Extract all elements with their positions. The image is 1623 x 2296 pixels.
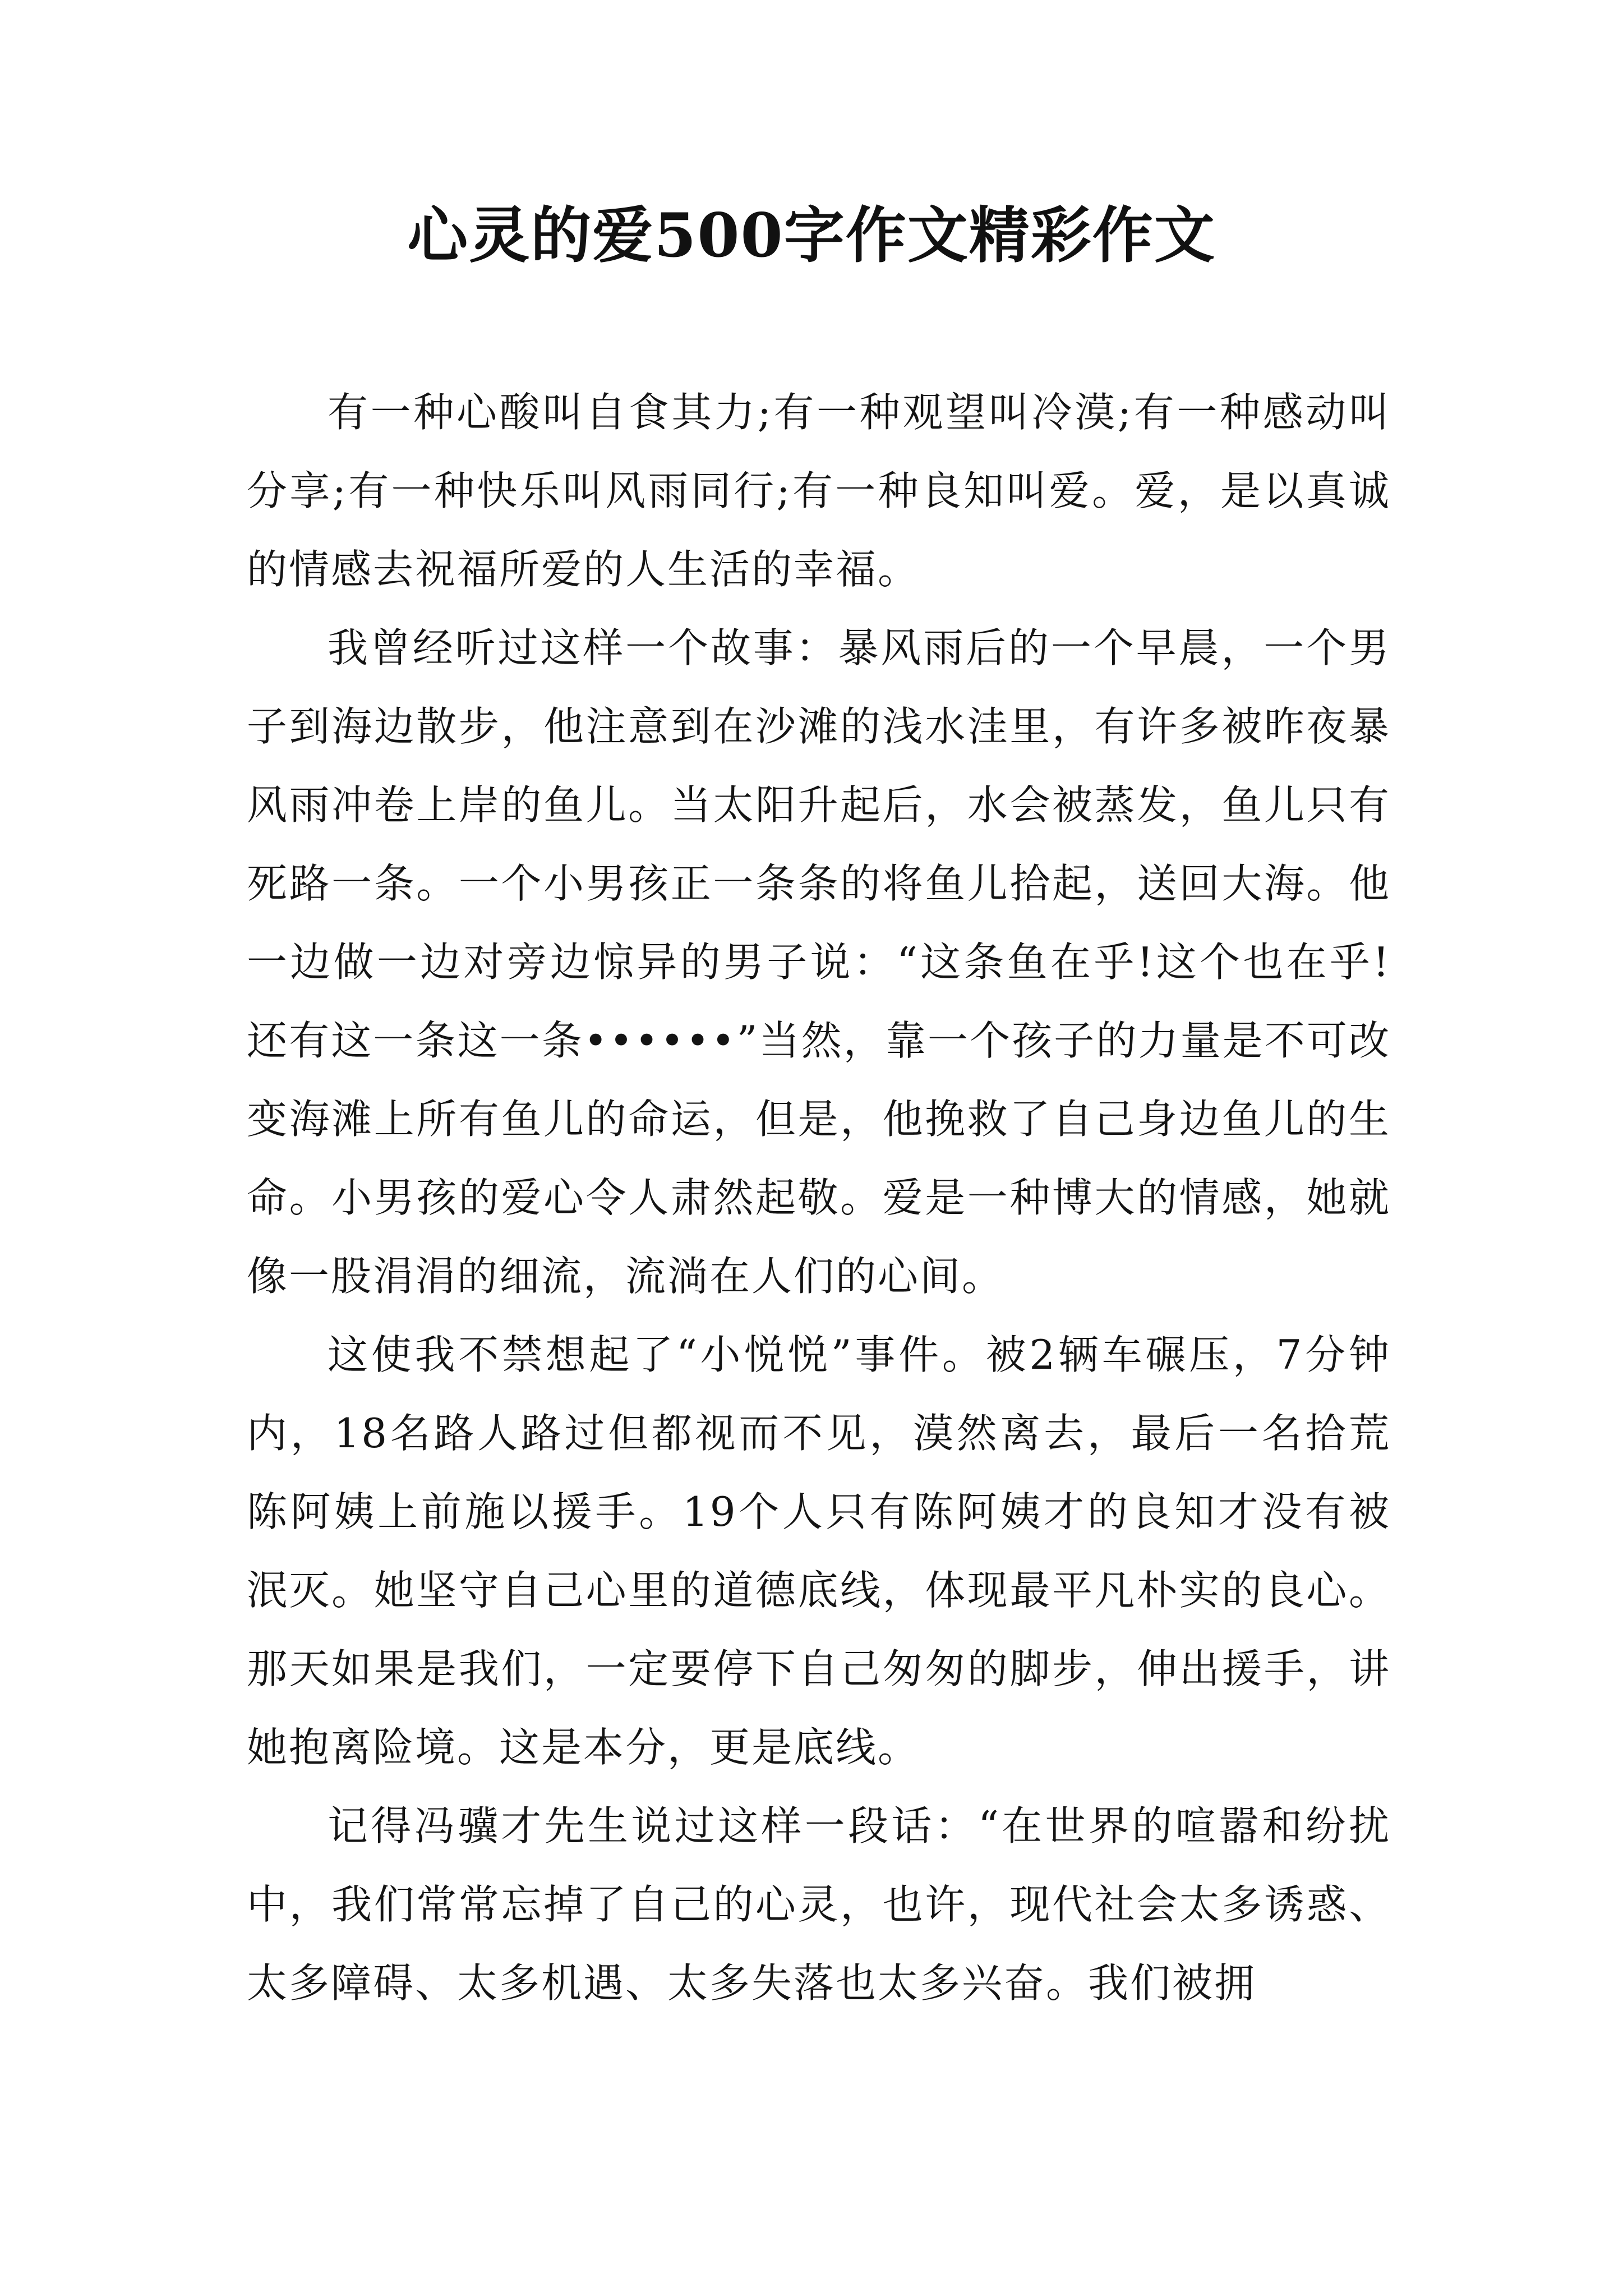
paragraph-2: 我曾经听过这样一个故事：暴风雨后的一个早晨，一个男子到海边散步，他注意到在沙滩的浅水洼里，有许多被昨夜暴风雨冲卷上岸的鱼儿。当太阳升起后，水会被蒸发，鱼儿只有死路一条。一个小男孩正一条条的将鱼儿拾起，送回大海。他一边做一边对旁边惊异的男子说：“这条鱼在乎!这个也在乎!还有这一条这一条••••••”当然，靠一个孩子的力量是不可改变海滩上所有鱼儿的命运，但是，他挽救了自己身边鱼儿的生命。小男孩的爱心令人肃然起敬。爱是一种博大的情感，她就像一股涓涓的细流，流淌在人们的心间。 bbox=[247, 624, 1391, 1300]
paragraph-3: 这使我不禁想起了“小悦悦”事件。被2辆车碾压，7分钟内，18名路人路过但都视而不见，漠然离去，最后一名拾荒陈阿姨上前施以援手。19个人只有陈阿姨才的良知才没有被泯灭。她坚守自己心里的道德底线，体现最平凡朴实的良心。那天如果是我们，一定要停下自己匆匆的脚步，伸出援手，讲她抱离险境。这是本分，更是底线。 bbox=[247, 1331, 1391, 1771]
paragraph-1: 有一种心酸叫自食其力;有一种观望叫冷漠;有一种感动叫分享;有一种快乐叫风雨同行;有一种良知叫爱。爱，是以真诚的情感去祝福所爱的人生活的幸福。 bbox=[247, 389, 1391, 593]
document-body bbox=[247, 373, 1391, 2022]
document-title: 心灵的爱500字作文精彩作文 bbox=[407, 200, 1216, 271]
paragraph-4: 记得冯骥才先生说过这样一段话：“在世界的喧嚣和纷扰中，我们常常忘掉了自己的心灵，也许，现代社会太多诱惑、太多障碍、太多机遇、太多失落也太多兴奋。我们被拥 bbox=[247, 1802, 1391, 2007]
